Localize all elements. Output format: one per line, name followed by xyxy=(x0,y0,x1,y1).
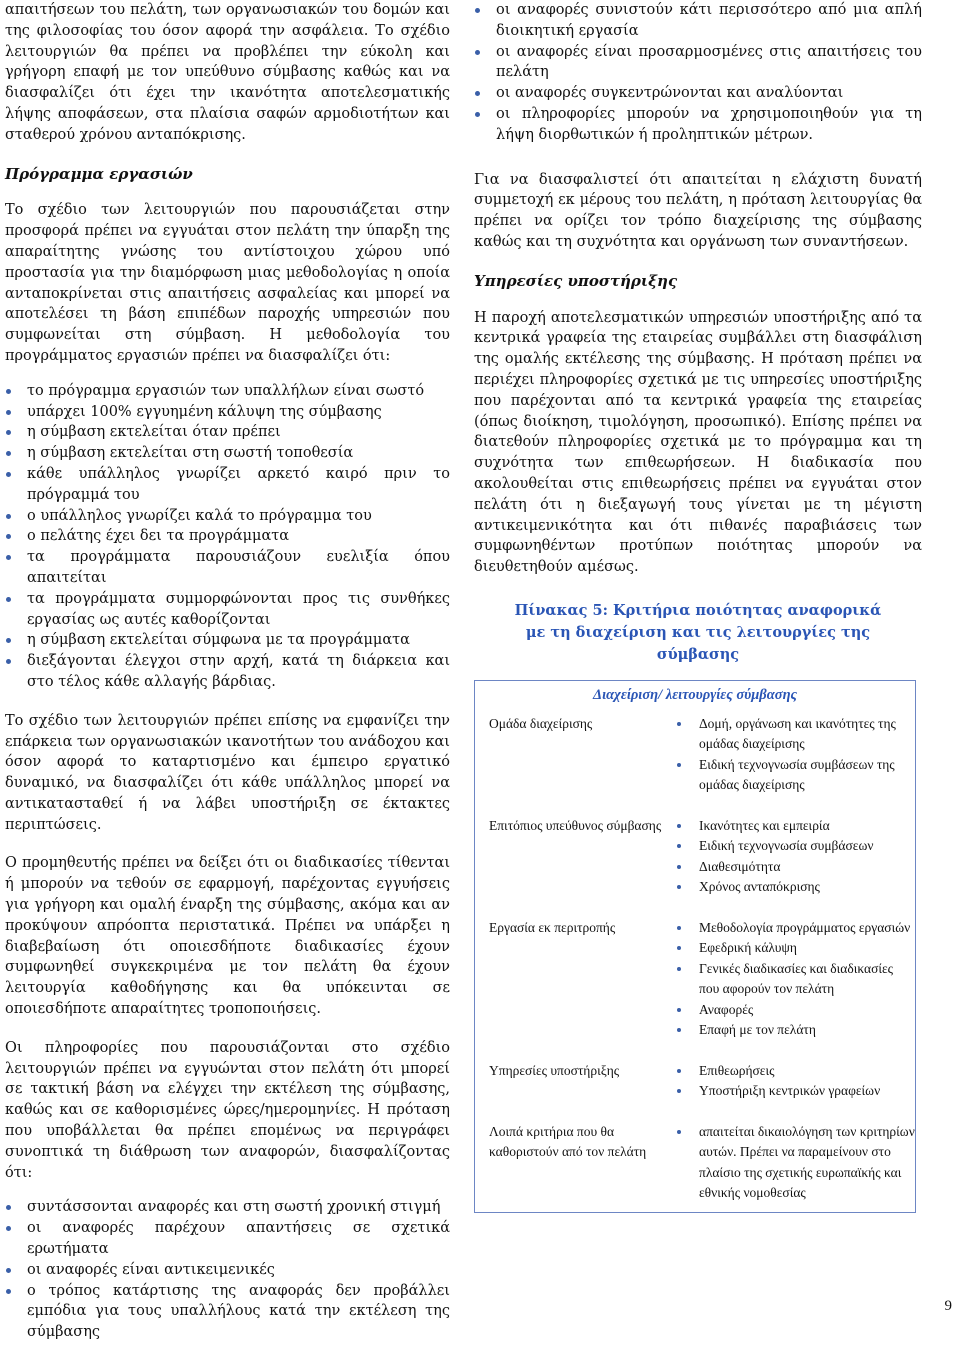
bullet-icon xyxy=(6,389,11,394)
list-item: Ειδική τεχνογνωσία συμβάσεων της ομάδας διαχείρισης xyxy=(675,755,915,796)
list-item: συντάσσονται αναφορές και στη σωστή χρονική στιγμή xyxy=(5,1197,450,1218)
table-row xyxy=(475,816,915,898)
table-caption: Πίνακας 5: Κριτήρια ποιότητας αναφορικά με τη διαχείριση και τις λειτουργίες της σύμβασης xyxy=(514,601,882,663)
support-paragraph: Η παροχή αποτελεσματικών υπηρεσιών υποστήριξης από τα κεντρικά γραφεία της εταιρείας συμβάλλει στη διασφάλιση της ομαλής εκτέλεσης της σύμβασης. Η πρόταση πρέπει να περιέχει πληροφορίες σχετικά με τις υπηρεσίες υποστήριξης που παρέχονται από τα κεντρικά γραφεία της εταιρείας (όπως διοίκηση, τιμολόγηση, προσωπικό). Επίσης πρέπει να διατεθούν πληροφορίες σχετικά με το πρόγραμμα και τη συχνότητα των επιθεωρήσεων. Η διαδικασία που ακολουθείται στις επιθεωρήσεις πρέπει να εγγυάται στον πελάτη ότι η διεξαγωγή τους γίνεται με τη μέγιστη αντικειμενικότητα και ότι πιθανές παραβιάσεις των συμφωνηθέντων προτύπων ποιότητας μπορούν να διευθετηθούν αμέσως. xyxy=(474,309,922,576)
bullet-icon xyxy=(6,1226,11,1231)
bullet-icon xyxy=(475,8,480,13)
list-item: Δομή, οργάνωση και ικανότητες της ομάδας διαχείρισης xyxy=(675,714,915,755)
list-item: ο πελάτης έχει δει τα προγράμματα xyxy=(5,526,450,547)
bullet-icon xyxy=(6,597,11,602)
list-item: οι αναφορές συγκεντρώνονται και αναλύονται xyxy=(474,83,922,104)
bullet-icon xyxy=(677,967,681,971)
bullet-icon xyxy=(677,763,681,767)
bullet-icon xyxy=(6,534,11,539)
table-row xyxy=(475,714,915,796)
bullet-icon xyxy=(6,1205,11,1210)
bullet-icon xyxy=(475,91,480,96)
program-paragraph: Το σχέδιο των λειτουργιών που παρουσιάζεται στην προσφορά πρέπει να εγγυάται στον πελάτη την ύπαρξη της απαραίτητης γνώσης του αντίστοιχου χώρου υπό προστασία για την διαμόρφωση μιας μεθοδολογίας η οποία ανταποκρίνεται στις απαιτήσεις ασφαλείας και μπορεί να αποτελέσει τη βάση επιπέδων παροχής υπηρεσιών που συμφωνείται στη σύμβαση. Η μεθοδολογία του προγράμματος εργασιών πρέπει να διασφαλίζει ότι: xyxy=(5,202,450,364)
bullet-icon xyxy=(475,112,480,117)
list-item: Αναφορές xyxy=(675,1000,915,1021)
staff-paragraph: Το σχέδιο των λειτουργιών πρέπει επίσης να εμφανίζει την επάρκεια των οργανωσιακών ικανοτήτων του ανάδοχου και όσον αφορά το καταρτισμένο και έμπειρο εργατικό δυναμικό, να διασφαλίζει ότι κάθε υπάλληλος μπορεί να αντικατασταθεί ή να λάβει υποστήριξη σε έκτακτες περιπτώσεις. xyxy=(5,712,450,833)
list-item: η σύμβαση εκτελείται σύμφωνα με τα προγράμματα xyxy=(5,630,450,651)
bullet-icon xyxy=(6,555,11,560)
table-row xyxy=(475,1122,915,1204)
list-item: υπάρχει 100% εγγυημένη κάλυψη της σύμβασης xyxy=(5,402,450,423)
list-item: η σύμβαση εκτελείται στη σωστή τοποθεσία xyxy=(5,443,450,464)
intro-paragraph: απαιτήσεων του πελάτη, των οργανωσιακών του δομών και της φιλοσοφίας του όσον αφορά την ασφάλεια. Το σχέδιο λειτουργιών θα πρέπει να προβλέπει την εύκολη και γρήγορη επαφή με τον υπεύθυνο σύμβασης καθώς και να διασφαλίζει ότι έχει την ικανότητα αποτελεσματικής λήψης αποφάσεων, στα πλαίσια σαφών αρμοδιοτήτων και σταθερού χρόνου ανταπόκρισης. xyxy=(5,2,450,143)
list-item: τα προγράμματα συμμορφώνονται προς τις συνθήκες εργασίας ως αυτές καθορίζονται xyxy=(5,589,450,631)
list-item: οι αναφορές συνιστούν κάτι περισσότερο από μια απλή διοικητική εργασία xyxy=(474,0,922,42)
bullet-icon xyxy=(6,1268,11,1273)
bullet-icon xyxy=(6,638,11,643)
left-column xyxy=(5,0,450,1361)
list-item: Μεθοδολογία προγράμματος εργασιών xyxy=(675,918,915,939)
row-label: Επιτόπιος υπεύθυνος σύμβασης xyxy=(489,817,662,833)
bullet-icon xyxy=(677,844,681,848)
list-item: ο τρόπος κατάρτισης της αναφοράς δεν προβάλλει εμπόδια για τους υπαλλήλους κατά την εκτέλεση της σύμβασης xyxy=(5,1281,450,1343)
list-item: Χρόνος ανταπόκρισης xyxy=(675,877,915,898)
list-item: κάθε υπάλληλος γνωρίζει αρκετό καιρό πριν το πρόγραμμά του xyxy=(5,464,450,506)
table-heading: Διαχείριση/ λειτουργίες σύμβασης xyxy=(592,686,797,703)
list-item: ο υπάλληλος γνωρίζει καλά το πρόγραμμα του xyxy=(5,506,450,527)
list-item: Διαθεσιμότητα xyxy=(675,857,915,878)
bullet-icon xyxy=(677,1069,681,1073)
right-column xyxy=(474,0,922,1213)
bullet-icon xyxy=(677,865,681,869)
criteria-table xyxy=(474,680,916,1213)
supplier-paragraph: Ο προμηθευτής πρέπει να δείξει ότι οι διαδικασίες τίθενται ή μπορούν να τεθούν σε εφαρμογή, παρέχοντας εγγυήσεις για γρήγορη και ομαλή έναρξη της σύμβασης, ακόμα και αν προκύψουν απρόοπτα περιστατικά. Πρέπει να υπάρξει η διαβεβαίωση ότι οποιεσδήποτε διαδικασίες έχουν συμφωνηθεί συγκεκριμένα με τον πελάτη θα έχουν λειτουργία καθοδήγησης και θα υπόκεινται σε οποιεσδήποτε απαραίτητες τροποποιήσεις. xyxy=(5,855,450,1018)
list-item: οι αναφορές είναι αντικειμενικές xyxy=(5,1260,450,1281)
list-item: η σύμβαση εκτελείται όταν πρέπει xyxy=(5,422,450,443)
bullet-icon xyxy=(6,659,11,664)
bullet-icon xyxy=(677,722,681,726)
heading-program: Πρόγραμμα εργασιών xyxy=(5,164,193,183)
bullet-icon xyxy=(6,1289,11,1294)
row-label: Υπηρεσίες υποστήριξης xyxy=(489,1062,620,1078)
list-item: Επαφή με τον πελάτη xyxy=(675,1020,915,1041)
bullet-icon xyxy=(677,885,681,889)
list-item: το πρόγραμμα εργασιών των υπαλλήλων είναι σωστό xyxy=(5,381,450,402)
reports-bullet-list xyxy=(5,1197,450,1343)
bullet-icon xyxy=(677,926,681,930)
table-row xyxy=(475,918,915,1041)
bullet-icon xyxy=(6,430,11,435)
bullet-icon xyxy=(6,451,11,456)
list-item: οι πληροφορίες μπορούν να χρησιμοποιηθούν για τη λήψη διορθωτικών ή προληπτικών μέτρων. xyxy=(474,104,922,146)
participation-paragraph: Για να διασφαλιστεί ότι απαιτείται η ελάχιστη δυνατή συμμετοχή εκ μέρους του πελάτη, η πρόταση λειτουργίας θα πρέπει να ορίζει τον τρόπο διαχείρισης της σύμβασης καθώς και τη συχνότητα και οργάνωση των συναντήσεων. xyxy=(474,171,922,250)
table-row xyxy=(475,1061,915,1102)
list-item: Επιθεωρήσεις xyxy=(675,1061,915,1082)
list-item: απαιτείται δικαιολόγηση των κριτηρίων αυτών. Πρέπει να παραμείνουν στο πλαίσιο της σχετικής ευρωπαϊκής και εθνικής νομοθεσίας xyxy=(675,1122,915,1204)
list-item: οι αναφορές παρέχουν απαντήσεις σε σχετικά ερωτήματα xyxy=(5,1218,450,1260)
page-number: 9 xyxy=(944,1298,952,1314)
list-item: Εφεδρική κάλυψη xyxy=(675,938,915,959)
bullet-icon xyxy=(677,824,681,828)
list-item: τα προγράμματα παρουσιάζουν ευελιξία όπου απαιτείται xyxy=(5,547,450,589)
row-label: Εργασία εκ περιτροπής xyxy=(489,919,616,935)
bullet-icon xyxy=(475,50,480,55)
bullet-icon xyxy=(677,1008,681,1012)
bullet-icon xyxy=(677,946,681,950)
list-item: διεξάγονται έλεγχοι στην αρχή, κατά τη διάρκεια και στο τέλος κάθε αλλαγής βάρδιας. xyxy=(5,651,450,693)
bullet-icon xyxy=(677,1028,681,1032)
row-label: Ομάδα διαχείρισης xyxy=(489,715,593,731)
list-item: Ειδική τεχνογνωσία συμβάσεων xyxy=(675,836,915,857)
row-label: Λοιπά κριτήρια που θα καθοριστούν από τον πελάτη xyxy=(489,1123,647,1160)
list-item: οι αναφορές είναι προσαρμοσμένες στις απαιτήσεις του πελάτη xyxy=(474,42,922,84)
list-item: Υποστήριξη κεντρικών γραφείων xyxy=(675,1081,915,1102)
bullet-icon xyxy=(6,472,11,477)
bullet-icon xyxy=(677,1089,681,1093)
program-bullet-list xyxy=(5,381,450,693)
bullet-icon xyxy=(677,1130,681,1134)
list-item: Γενικές διαδικασίες και διαδικασίες που αφορούν τον πελάτη xyxy=(675,959,915,1000)
bullet-icon xyxy=(6,410,11,415)
list-item: Ικανότητες και εμπειρία xyxy=(675,816,915,837)
heading-support: Υπηρεσίες υποστήριξης xyxy=(474,271,678,290)
reports-bullet-list-continued xyxy=(474,0,922,146)
bullet-icon xyxy=(6,514,11,519)
info-paragraph: Οι πληροφορίες που παρουσιάζονται στο σχέδιο λειτουργιών πρέπει να εγγυώνται στον πελάτη ότι μπορεί σε τακτική βάση να ελέγχει την εκτέλεση της σύμβασης, καθώς και σε καθορισμένες ώρες/ημερομηνίες. Η πρόταση που υποβάλλεται θα πρέπει επομένως να περιγράφει συνοπτικά τη διάθρωση των αναφορών, διασφαλίζοντας ότι: xyxy=(5,1039,450,1181)
